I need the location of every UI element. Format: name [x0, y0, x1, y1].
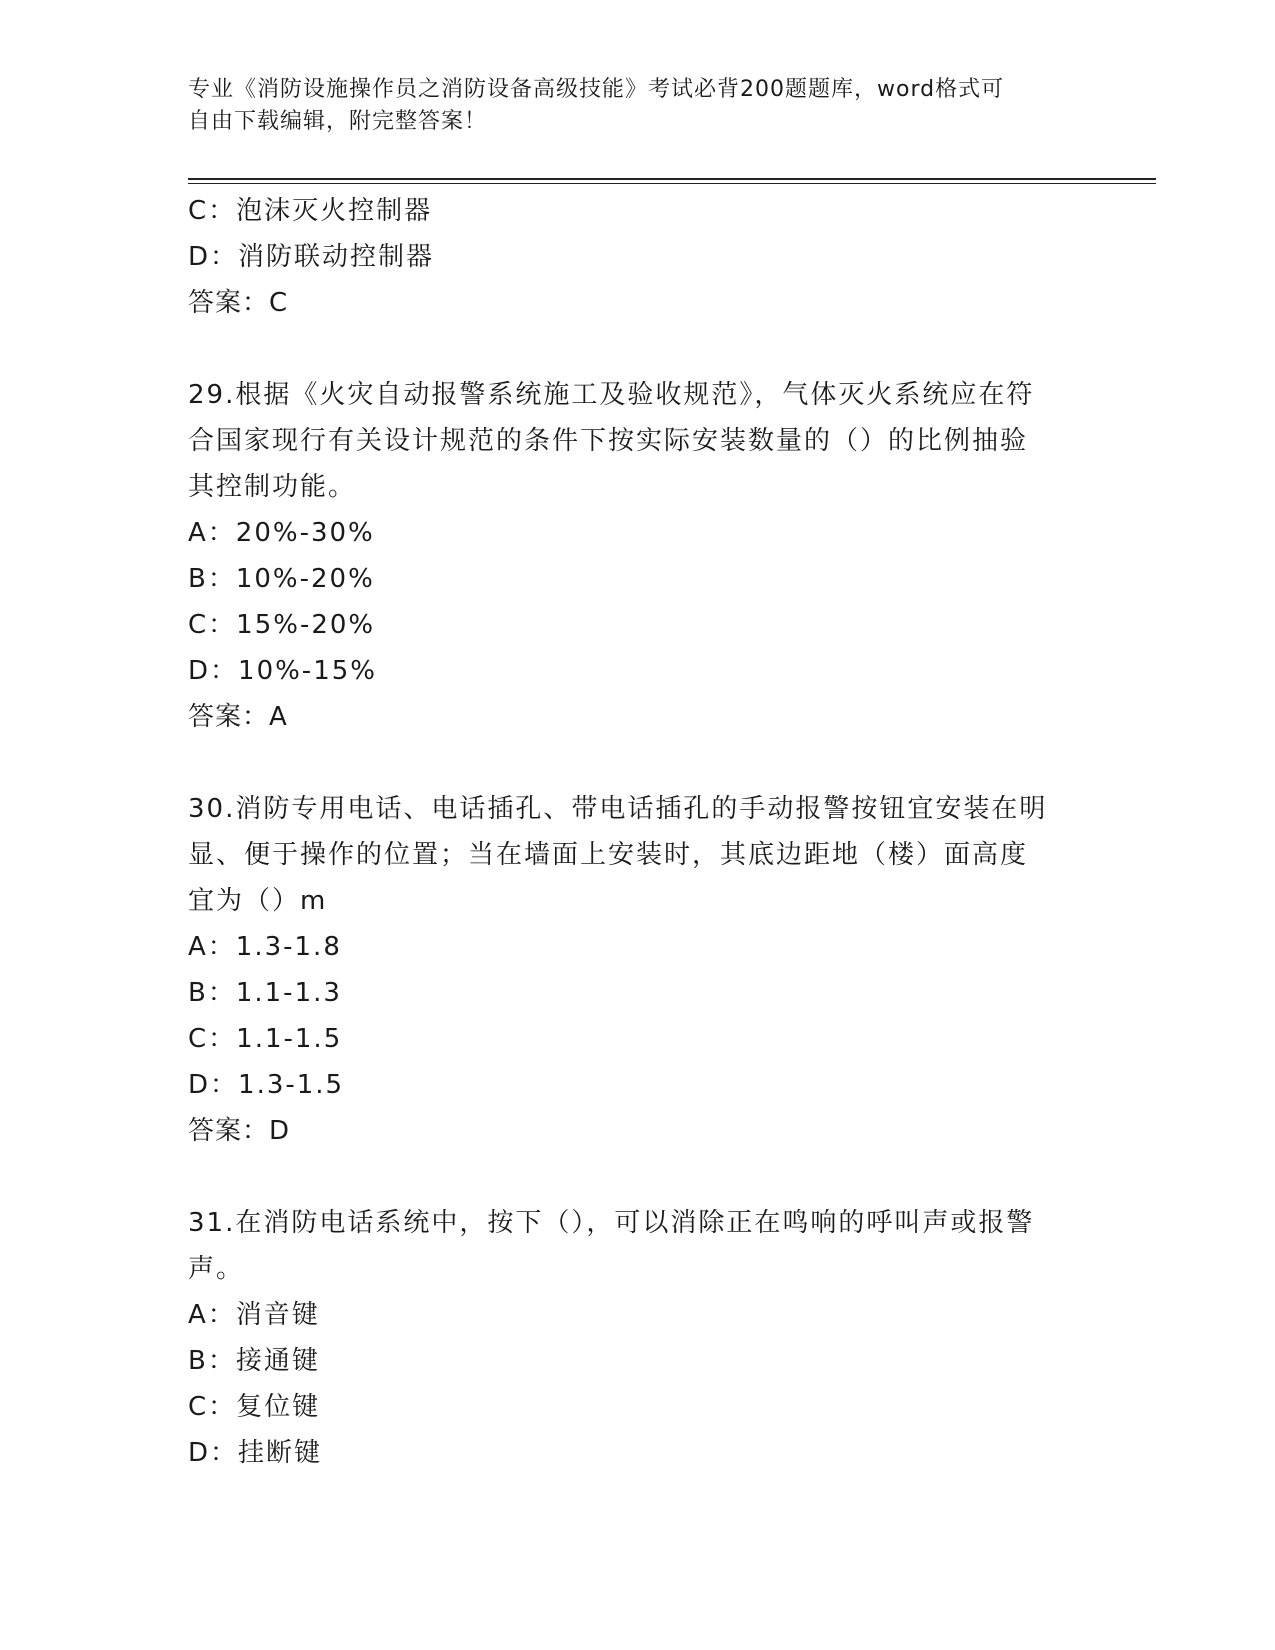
header-divider-thin: [188, 183, 1156, 184]
answer-line: 答案：D: [188, 1116, 291, 1146]
option-d: D：挂断键: [188, 1438, 323, 1468]
question-text-line: 31.在消防电话系统中，按下（），可以消除正在鸣响的呼叫声或报警: [188, 1208, 1035, 1238]
spacer: [188, 1154, 1088, 1200]
option-d: D：10%-15%: [188, 656, 377, 686]
option-c: C：复位键: [188, 1392, 321, 1422]
question-block-31: [188, 1200, 1088, 1476]
question-block-29: [188, 372, 1088, 740]
option-b: B：接通键: [188, 1346, 320, 1376]
question-block-28: [188, 188, 1088, 326]
option-b: B：1.1-1.3: [188, 978, 342, 1008]
option-a: A：1.3-1.8: [188, 932, 342, 962]
question-text-line: 合国家现行有关设计规范的条件下按实际安装数量的（）的比例抽验: [188, 426, 1029, 456]
option-d: D：1.3-1.5: [188, 1070, 345, 1100]
question-text-line: 30.消防专用电话、电话插孔、带电话插孔的手动报警按钮宜安装在明: [188, 794, 1048, 824]
question-list: [188, 188, 1088, 1476]
question-text-line: 声。: [188, 1254, 245, 1284]
answer-line: 答案：A: [188, 702, 288, 732]
header-divider: [188, 178, 1156, 180]
question-text-line: 显、便于操作的位置；当在墙面上安装时，其底边距地（楼）面高度: [188, 840, 1029, 870]
document-header: [188, 74, 1068, 138]
answer-line: 答案：C: [188, 288, 289, 318]
question-text-line: 宜为（）m: [188, 886, 328, 916]
option-d: D：消防联动控制器: [188, 242, 435, 272]
question-block-30: [188, 786, 1088, 1154]
option-a: A：20%-30%: [188, 518, 375, 548]
spacer: [188, 326, 1088, 372]
option-a: A：消音键: [188, 1300, 320, 1330]
option-c: C：泡沫灭火控制器: [188, 196, 433, 226]
header-line-1: 专业《消防设施操作员之消防设备高级技能》考试必背200题题库，word格式可: [188, 77, 1005, 102]
question-text-line: 其控制功能。: [188, 472, 357, 502]
option-c: C：15%-20%: [188, 610, 376, 640]
option-c: C：1.1-1.5: [188, 1024, 343, 1054]
option-b: B：10%-20%: [188, 564, 375, 594]
spacer: [188, 740, 1088, 786]
question-text-line: 29.根据《火灾自动报警系统施工及验收规范》，气体灭火系统应在符: [188, 380, 1035, 410]
header-line-2: 自由下载编辑，附完整答案！: [188, 109, 488, 134]
